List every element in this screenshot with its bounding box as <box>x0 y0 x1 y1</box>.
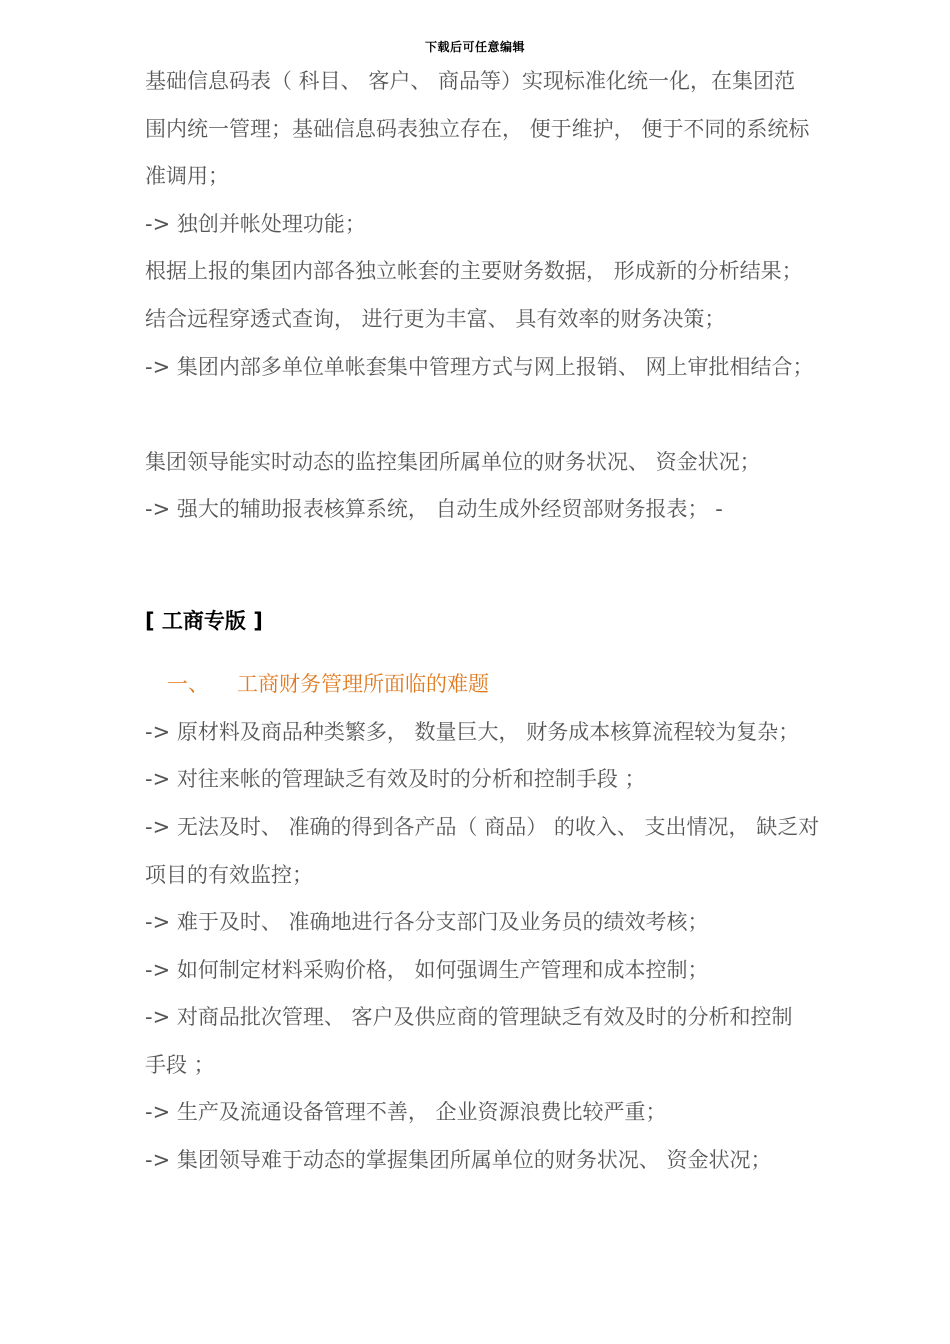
paragraph-line: 项目的有效监控； <box>145 862 313 887</box>
blank-line <box>145 391 875 439</box>
bullet-line: -> 原材料及商品种类繁多， 数量巨大， 财务成本核算流程较为复杂； <box>145 719 800 744</box>
bullet-line: -> 集团领导难于动态的掌握集团所属单位的财务状况、 资金状况； <box>145 1148 772 1173</box>
bullet-line: -> 无法及时、 准确的得到各产品（ 商品） 的收入、 支出情况， 缺乏对 <box>145 814 820 839</box>
bullet-line: -> 难于及时、 准确地进行各分支部门及业务员的绩效考核； <box>145 910 709 935</box>
section-title: [ 工商专版 ] <box>145 608 263 633</box>
paragraph-line: 集团领导能实时动态的监控集团所属单位的财务状况、 资金状况； <box>145 449 761 474</box>
bullet-line: -> 对商品批次管理、 客户及供应商的管理缺乏有效及时的分析和控制 <box>145 1005 793 1030</box>
bullet-line: -> 如何制定材料采购价格， 如何强调生产管理和成本控制； <box>145 957 709 982</box>
bullet-line: -> 生产及流通设备管理不善， 企业资源浪费比较严重； <box>145 1100 667 1125</box>
paragraph-line: 准调用； <box>145 164 229 189</box>
bullet-line: -> 强大的辅助报表核算系统， 自动生成外经贸部财务报表； - <box>145 497 723 522</box>
subheading-text: 工商财务管理所面临的难题 <box>237 672 489 697</box>
paragraph-line: 根据上报的集团内部各独立帐套的主要财务数据， 形成新的分析结果； <box>145 259 803 284</box>
subheading <box>145 661 875 709</box>
bullet-line: -> 对往来帐的管理缺乏有效及时的分析和控制手段 ； <box>145 767 646 792</box>
document-body <box>145 58 875 1185</box>
blank-line <box>145 534 875 582</box>
bullet-line: -> 集团内部多单位单帐套集中管理方式与网上报销、 网上审批相结合； <box>145 354 814 379</box>
paragraph-line: 结合远程穿透式查询， 进行更为丰富、 具有效率的财务决策； <box>145 306 726 331</box>
paragraph-line: 围内统一管理；基础信息码表独立存在， 便于维护， 便于不同的系统标 <box>145 116 810 141</box>
header-note: 下载后可任意编辑 <box>424 40 525 54</box>
bullet-line: -> 独创并帐处理功能； <box>145 211 366 236</box>
paragraph-line: 手段 ； <box>145 1052 215 1077</box>
paragraph-line: 基础信息码表（ 科目、 客户、 商品等）实现标准化统一化，在集团范 <box>145 69 796 93</box>
subheading-number: 一、 <box>167 672 209 697</box>
